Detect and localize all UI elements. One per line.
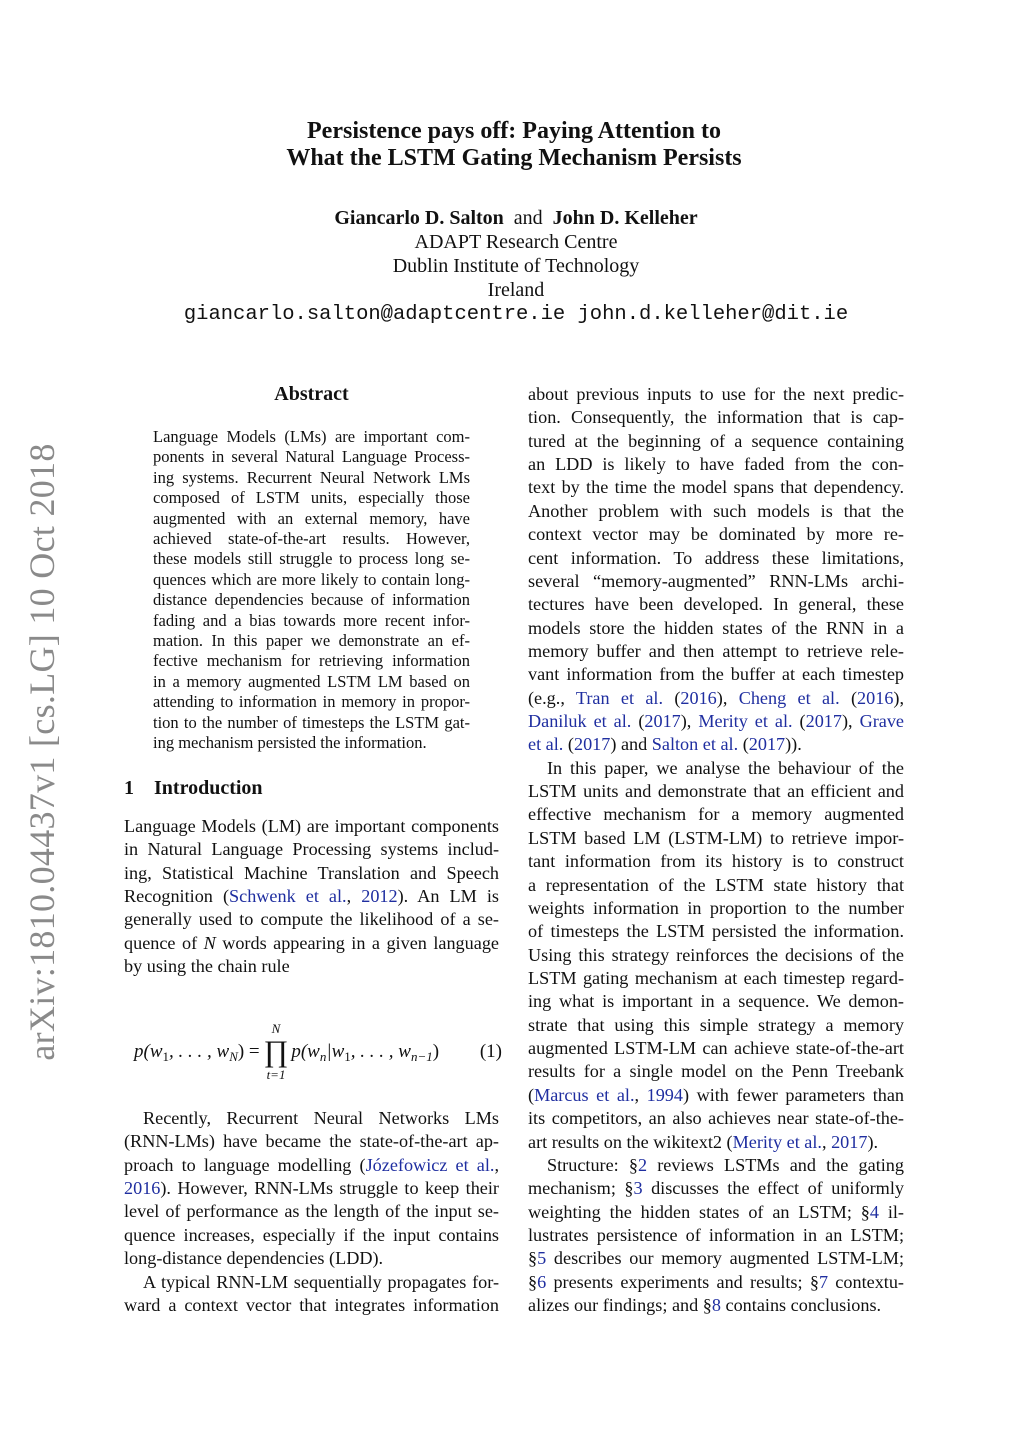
text-run: fading and a bias towards more recent infor-	[153, 610, 470, 630]
text-line	[153, 488, 470, 508]
text-run: several “memory-augmented” RNN-LMs archi-	[528, 570, 904, 591]
citation-link[interactable]: 2017	[644, 711, 681, 732]
text-run: augmented with an external memory, have	[153, 508, 470, 528]
text-run: in Natural Language Processing systems includ-	[124, 839, 499, 860]
text-run: Another problem with such models is that the	[528, 500, 904, 521]
text-run: tectures have been developed. In general, these	[528, 594, 904, 615]
equation-1	[134, 1020, 502, 1084]
text-run: cent information. To address these limitations,	[528, 547, 904, 568]
text-line	[153, 427, 470, 447]
equation-lhs: $p(w_1$, . . . , $w_N$) =	[134, 1041, 260, 1064]
text-line	[528, 1201, 904, 1224]
intro-heading	[124, 777, 263, 800]
citation-link[interactable]: Grave	[859, 711, 904, 732]
text-line	[153, 672, 470, 692]
citation-link[interactable]: Marcus et al.	[534, 1084, 635, 1105]
text-line	[528, 523, 904, 546]
text-line	[124, 885, 499, 908]
text-run: (e.g.,	[528, 687, 576, 708]
citation-link[interactable]: 5	[537, 1248, 547, 1269]
text-run: reviews LSTMs and the gating	[647, 1154, 904, 1175]
citation-link[interactable]: 2016	[124, 1178, 161, 1199]
text-line	[153, 692, 470, 712]
text-run: Language Models (LM) are important components	[124, 816, 499, 836]
text-run: (	[792, 711, 806, 732]
product-operator	[264, 1022, 289, 1082]
text-run: mechanism; §	[528, 1178, 634, 1199]
citation-link[interactable]: 2	[637, 1154, 648, 1175]
text-run: ,	[346, 886, 362, 907]
text-run: ),	[893, 687, 905, 708]
product-lower-limit: t=1	[266, 1067, 286, 1082]
text-run: mation. In this paper we demonstrate an ef-	[153, 631, 470, 651]
text-line	[528, 383, 904, 406]
text-run: about previous inputs to use for the next predic-	[528, 384, 904, 404]
text-line	[124, 1177, 499, 1200]
abstract-body	[153, 427, 470, 754]
text-run: fective mechanism for retrieving information	[153, 651, 470, 671]
text-run: models store the hidden states of the RNN in a	[528, 617, 904, 638]
text-run: Recently, Recurrent Neural Networks LMs	[143, 1108, 499, 1128]
text-line	[124, 838, 499, 861]
text-run: these models still struggle to process long se-	[153, 549, 470, 569]
text-run: weighting the hidden states of an LSTM; §	[528, 1201, 870, 1222]
text-run: (RNN-LMs) have became the state-of-the-art ap-	[124, 1131, 499, 1152]
text-run: effective mechanism for a memory augmented	[528, 804, 904, 825]
citation-link[interactable]: 2016	[857, 687, 894, 708]
text-line	[528, 1271, 904, 1294]
text-line	[528, 1294, 904, 1317]
text-line	[528, 406, 904, 429]
text-run: context vector may be dominated by more re-	[528, 524, 904, 545]
text-run: (	[663, 687, 681, 708]
text-run: quence increases, especially if the input contains	[124, 1224, 499, 1245]
text-line	[153, 590, 470, 610]
text-line	[124, 815, 499, 838]
text-line	[153, 651, 470, 671]
text-line	[528, 1014, 904, 1037]
text-line	[528, 547, 904, 570]
text-run: ing what is important in a sequence. We demon-	[528, 991, 904, 1012]
text-run: (	[738, 734, 749, 755]
text-run: generally used to compute the likelihood of a se-	[124, 909, 499, 930]
text-run: contextu-	[828, 1271, 904, 1292]
text-line	[528, 476, 904, 499]
text-line	[124, 1154, 499, 1177]
text-run: Structure: §	[547, 1154, 638, 1175]
text-run: )).	[785, 734, 802, 755]
citation-link[interactable]: Salton et al.	[651, 734, 739, 755]
text-run: ,	[634, 1084, 647, 1105]
text-run: discusses the effect of uniformly	[642, 1178, 904, 1199]
affiliation-2: Dublin Institute of Technology	[392, 255, 640, 277]
equation-number: (1)	[479, 1041, 502, 1062]
text-line	[153, 570, 470, 590]
text-run: LSTM gating mechanism at each timestep regard-	[528, 967, 904, 988]
text-run: ing mechanism persisted the information.	[153, 733, 427, 753]
text-run: text by the time the model spans that dependency.	[528, 477, 904, 498]
section-number: 1	[124, 777, 134, 799]
citation-link[interactable]: 3	[633, 1178, 643, 1199]
text-line	[528, 640, 904, 663]
citation-link[interactable]: 2012	[361, 886, 398, 907]
text-run: ). However, RNN-LMs struggle to keep their	[160, 1178, 499, 1199]
text-line	[124, 908, 499, 931]
right-column-text	[528, 383, 904, 1317]
text-run: (	[528, 1084, 535, 1105]
product-symbol: ∏	[263, 1035, 289, 1068]
text-line	[528, 430, 904, 453]
text-line	[528, 1060, 904, 1083]
text-run: A typical RNN-LM sequentially propagates for-	[143, 1271, 499, 1292]
text-run: LSTM based LM (LSTM-LM) to retrieve impor-	[528, 827, 904, 848]
text-run: composed of LSTM units, especially those	[153, 488, 470, 508]
citation-link[interactable]: 2017	[573, 734, 611, 755]
citation-link[interactable]: 1994	[646, 1084, 683, 1105]
text-run: an LDD is likely to have faded from the con-	[528, 454, 904, 475]
text-run: by using the chain rule	[124, 956, 290, 977]
text-run: ) with fewer parameters than	[682, 1084, 905, 1105]
text-line	[528, 617, 904, 640]
math-variable: N	[203, 932, 216, 953]
text-line	[528, 803, 904, 826]
text-run: ward a context vector that integrates information	[124, 1294, 499, 1315]
citation-link[interactable]: Schwenk et al.	[229, 886, 347, 907]
text-line	[528, 920, 904, 943]
text-line	[124, 1271, 499, 1294]
text-line	[528, 500, 904, 523]
text-line	[528, 780, 904, 803]
text-line	[528, 944, 904, 967]
text-run: §	[528, 1248, 538, 1269]
text-line	[153, 733, 470, 753]
text-line	[528, 1084, 904, 1107]
product-upper-limit: N	[271, 1021, 281, 1036]
text-line	[124, 1200, 499, 1223]
text-line	[528, 1107, 904, 1130]
text-run: In this paper, we analyse the behaviour of the	[547, 757, 904, 778]
text-run: vant information from the buffer at each timestep	[528, 664, 904, 685]
section-title: Introduction	[154, 777, 263, 799]
text-line	[124, 932, 499, 955]
text-run: level of performance as the length of the input se-	[124, 1201, 499, 1222]
text-line	[153, 549, 470, 569]
text-run: (	[631, 711, 645, 732]
citation-link[interactable]: Merity et al.	[732, 1131, 822, 1152]
text-line	[124, 1224, 499, 1247]
affiliation-1: ADAPT Research Centre	[414, 231, 618, 253]
text-run: presents experiments and results; §	[546, 1271, 819, 1292]
citation-link[interactable]: et al.	[528, 734, 564, 755]
text-line	[528, 1154, 904, 1177]
text-run: describes our memory augmented LSTM-LM;	[546, 1248, 904, 1269]
text-run: quence of	[124, 932, 204, 953]
text-run: attending to information in memory in propor-	[153, 692, 470, 712]
text-run: lustrates persistence of information in an LSTM;	[528, 1224, 904, 1245]
citation-link[interactable]: 2017	[831, 1131, 868, 1152]
text-line	[124, 1247, 499, 1270]
text-run: long-distance dependencies (LDD).	[124, 1248, 384, 1269]
text-line	[528, 990, 904, 1013]
text-run: tion to the number of timesteps the LSTM gat-	[153, 712, 470, 732]
text-run: ponents in several Natural Language Process-	[153, 447, 470, 467]
text-run: ing, Statistical Machine Translation and Speech	[124, 862, 499, 883]
text-line	[153, 509, 470, 529]
text-run: ,	[494, 1154, 499, 1175]
authors	[0, 206, 1024, 230]
text-line	[528, 453, 904, 476]
text-run: Using this strategy reinforces the decisions of the	[528, 944, 904, 965]
text-run: art results on the wikitext2 (	[528, 1131, 733, 1152]
author-emails: giancarlo.salton@adaptcentre.ie john.d.kelleher@dit.ie	[183, 303, 849, 326]
text-run: tion. Consequently, the information that is cap-	[528, 407, 904, 428]
author-conjunction: and	[513, 207, 543, 229]
text-line	[528, 757, 904, 780]
text-line	[528, 967, 904, 990]
text-run: LSTM units and demonstrate that an efficient and	[528, 781, 904, 802]
text-line	[528, 1037, 904, 1060]
arxiv-stamp: arXiv:1810.04437v1 [cs.LG] 10 Oct 2018	[22, 443, 62, 1061]
equation-rhs: $p(w_n|w_1$, . . . , $w_{n-1}$)	[291, 1041, 440, 1064]
citation-link[interactable]: Tran et al.	[575, 687, 663, 708]
text-run: ),	[716, 687, 739, 708]
text-run: §	[528, 1271, 538, 1292]
text-run: contains conclusions.	[720, 1295, 882, 1316]
text-run: ),	[680, 711, 699, 732]
text-line	[153, 529, 470, 549]
text-line	[528, 710, 904, 733]
text-line	[153, 447, 470, 467]
text-run: of timesteps the LSTM persisted the information.	[528, 921, 904, 942]
text-run: ing systems. Recurrent Neural Network LMs	[153, 467, 470, 487]
text-run: proach to language modelling (	[124, 1154, 366, 1175]
author-1: Giancarlo D. Salton	[334, 207, 504, 229]
text-line	[528, 850, 904, 873]
citation-link[interactable]: Cheng et al.	[738, 687, 840, 708]
text-run: tant information from its history is to construct	[528, 851, 904, 872]
text-line	[153, 468, 470, 488]
text-line	[528, 687, 904, 710]
paper-title-line-2: What the LSTM Gating Mechanism Persists	[286, 145, 742, 171]
text-line	[153, 611, 470, 631]
text-run: weights information in proportion to the number	[528, 897, 904, 918]
citation-link[interactable]: 7	[818, 1271, 829, 1292]
citation-link[interactable]: 4	[869, 1201, 879, 1222]
text-run: ) and	[610, 734, 652, 755]
citation-link[interactable]: 6	[537, 1271, 547, 1292]
text-line	[528, 593, 904, 616]
text-run: il-	[878, 1201, 904, 1222]
text-line	[124, 862, 499, 885]
text-line	[528, 1247, 904, 1270]
text-line	[528, 1131, 904, 1154]
text-run: alizes our findings; and §	[528, 1295, 712, 1316]
text-line	[528, 1224, 904, 1247]
text-line	[124, 1294, 499, 1317]
text-run: its competitors, an also achieves near state-of-the-	[528, 1108, 904, 1129]
text-run: tured at the beginning of a sequence containing	[528, 430, 904, 451]
intro-paragraph-2	[124, 1107, 499, 1317]
text-run: Language Models (LMs) are important com-	[153, 427, 470, 446]
text-run: distance dependencies because of information	[153, 590, 470, 610]
abstract-heading: Abstract	[274, 383, 349, 405]
citation-link[interactable]: Merity et al.	[698, 711, 793, 732]
text-run: quences which are more likely to contain long-	[153, 569, 470, 589]
text-run: (	[839, 687, 858, 708]
text-run: augmented LSTM-LM can achieve state-of-the-art	[528, 1038, 904, 1059]
text-line	[528, 570, 904, 593]
text-run: words appearing in a given language	[215, 932, 499, 953]
text-line	[528, 663, 904, 686]
text-run: Recognition (	[124, 886, 230, 907]
paper-title-line-1: Persistence pays off: Paying Attention to	[307, 118, 721, 144]
citation-link[interactable]: 2016	[680, 687, 717, 708]
affiliation-3: Ireland	[487, 279, 545, 301]
citation-link[interactable]: 2017	[805, 711, 842, 732]
text-run: ).	[867, 1131, 879, 1152]
text-line	[153, 713, 470, 733]
text-run: achieved state-of-the-art results. However,	[153, 529, 470, 549]
text-line	[124, 1107, 499, 1130]
text-run: in a memory augmented LSTM LM based on	[153, 671, 470, 691]
text-run: results for a single model on the Penn Treebank	[528, 1061, 904, 1082]
text-line	[124, 955, 499, 978]
text-line	[124, 1130, 499, 1153]
text-line	[528, 1177, 904, 1200]
text-run: (	[563, 734, 574, 755]
citation-link[interactable]: Józefowicz et al.	[365, 1154, 495, 1175]
text-run: strate that using this simple strategy a memory	[528, 1014, 904, 1035]
text-run: ,	[821, 1131, 832, 1152]
text-run: a representation of the LSTM state history that	[528, 874, 904, 895]
text-run: ),	[841, 711, 860, 732]
text-line	[153, 631, 470, 651]
text-run: ). An LM is	[397, 886, 499, 907]
text-line	[528, 827, 904, 850]
citation-link[interactable]: 8	[711, 1295, 721, 1316]
intro-paragraph-1	[124, 815, 499, 979]
text-line	[528, 897, 904, 920]
text-run: memory buffer and then attempt to retrieve rele-	[528, 640, 904, 661]
author-2: John D. Kelleher	[552, 207, 698, 229]
citation-link[interactable]: Daniluk et al.	[528, 711, 632, 732]
text-line	[528, 874, 904, 897]
citation-link[interactable]: 2017	[748, 734, 786, 755]
text-line	[528, 733, 904, 756]
